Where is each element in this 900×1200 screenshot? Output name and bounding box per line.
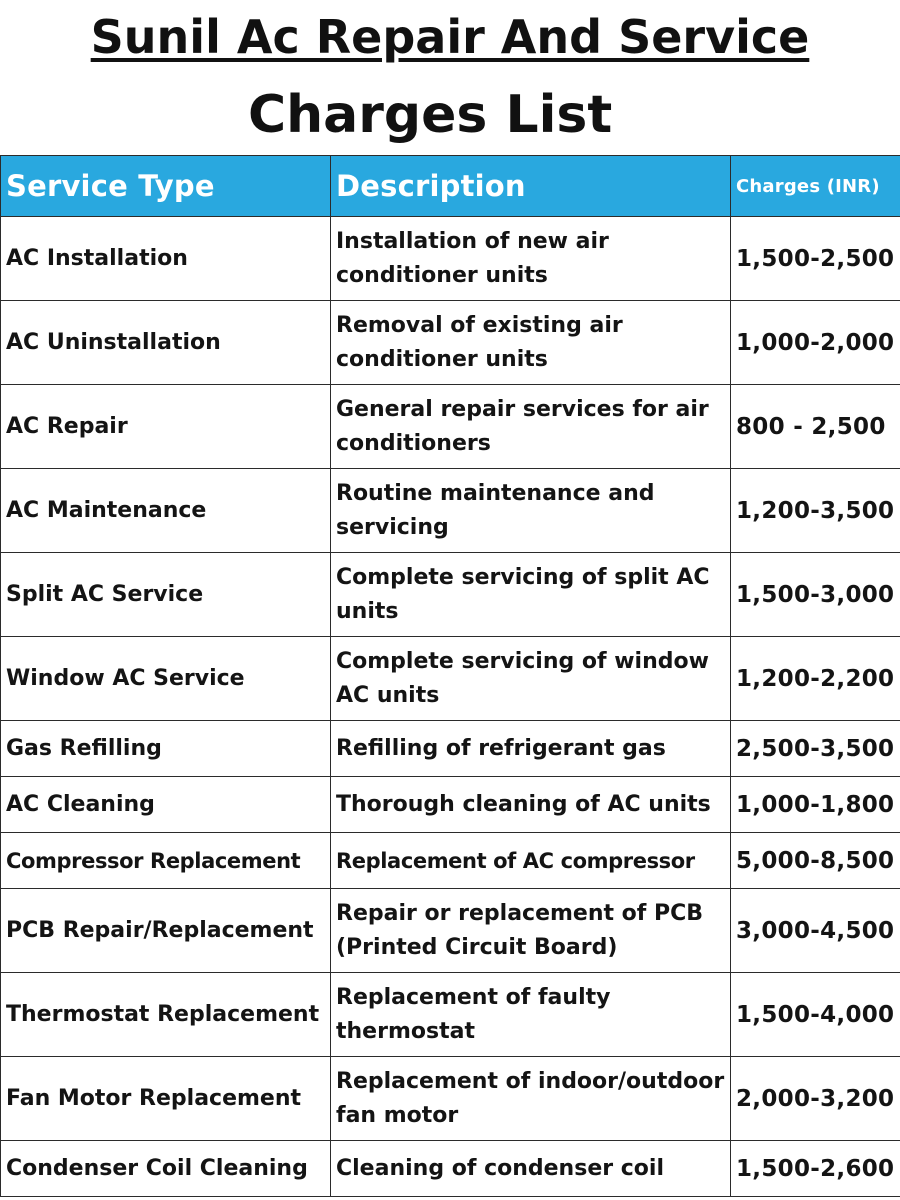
service-type-cell: AC Maintenance <box>1 469 331 553</box>
table-row <box>1 833 900 889</box>
charges-cell: 1,500-2,600 <box>731 1141 900 1197</box>
description-cell: General repair services for air conditioners <box>331 385 731 469</box>
description-cell: Installation of new air conditioner units <box>331 217 731 301</box>
charges-cell: 1,200-3,500 <box>731 469 900 553</box>
table-row <box>1 385 900 469</box>
description-cell: Refilling of refrigerant gas <box>331 721 731 777</box>
charges-cell: 1,200-2,200 <box>731 637 900 721</box>
header-charges: Charges (INR) <box>731 156 900 217</box>
description-cell: Complete servicing of window AC units <box>331 637 731 721</box>
service-type-cell: Compressor Replacement <box>1 833 331 889</box>
service-type-cell: Window AC Service <box>1 637 331 721</box>
charges-cell: 1,000-1,800 <box>731 777 900 833</box>
table-row <box>1 889 900 973</box>
table-row <box>1 469 900 553</box>
service-type-cell: Condenser Coil Cleaning <box>1 1141 331 1197</box>
table-row <box>1 637 900 721</box>
description-cell: Cleaning of condenser coil <box>331 1141 731 1197</box>
service-type-cell: AC Repair <box>1 385 331 469</box>
table-row <box>1 721 900 777</box>
service-type-cell: Thermostat Replacement <box>1 973 331 1057</box>
table-row <box>1 1057 900 1141</box>
description-cell: Removal of existing air conditioner units <box>331 301 731 385</box>
header-description: Description <box>331 156 731 217</box>
charges-cell: 1,500-3,000 <box>731 553 900 637</box>
charges-cell: 1,500-4,000 <box>731 973 900 1057</box>
description-cell: Replacement of faulty thermostat <box>331 973 731 1057</box>
charges-cell: 2,000-3,200 <box>731 1057 900 1141</box>
header-service-type: Service Type <box>1 156 331 217</box>
page-subtitle: Charges List <box>248 85 613 145</box>
service-type-cell: PCB Repair/Replacement <box>1 889 331 973</box>
description-cell: Complete servicing of split AC units <box>331 553 731 637</box>
description-cell: Replacement of AC compressor <box>331 833 731 889</box>
charges-table <box>0 155 900 1197</box>
charges-cell: 800 - 2,500 <box>731 385 900 469</box>
charges-cell: 5,000-8,500 <box>731 833 900 889</box>
service-type-cell: Split AC Service <box>1 553 331 637</box>
table-header-row <box>1 156 900 217</box>
table-row <box>1 217 900 301</box>
table-row <box>1 301 900 385</box>
description-cell: Routine maintenance and servicing <box>331 469 731 553</box>
service-type-cell: AC Cleaning <box>1 777 331 833</box>
description-cell: Replacement of indoor/outdoor fan motor <box>331 1057 731 1141</box>
service-type-cell: Fan Motor Replacement <box>1 1057 331 1141</box>
service-type-cell: AC Installation <box>1 217 331 301</box>
description-cell: Thorough cleaning of AC units <box>331 777 731 833</box>
description-cell: Repair or replacement of PCB (Printed Circuit Board) <box>331 889 731 973</box>
service-type-cell: AC Uninstallation <box>1 301 331 385</box>
table-row <box>1 1141 900 1197</box>
page-title: Sunil Ac Repair And Service <box>90 10 810 64</box>
charges-cell: 1,000-2,000 <box>731 301 900 385</box>
table-row <box>1 777 900 833</box>
table-row <box>1 973 900 1057</box>
charges-cell: 1,500-2,500 <box>731 217 900 301</box>
table-row <box>1 553 900 637</box>
charges-cell: 2,500-3,500 <box>731 721 900 777</box>
service-type-cell: Gas Refilling <box>1 721 331 777</box>
charges-cell: 3,000-4,500 <box>731 889 900 973</box>
